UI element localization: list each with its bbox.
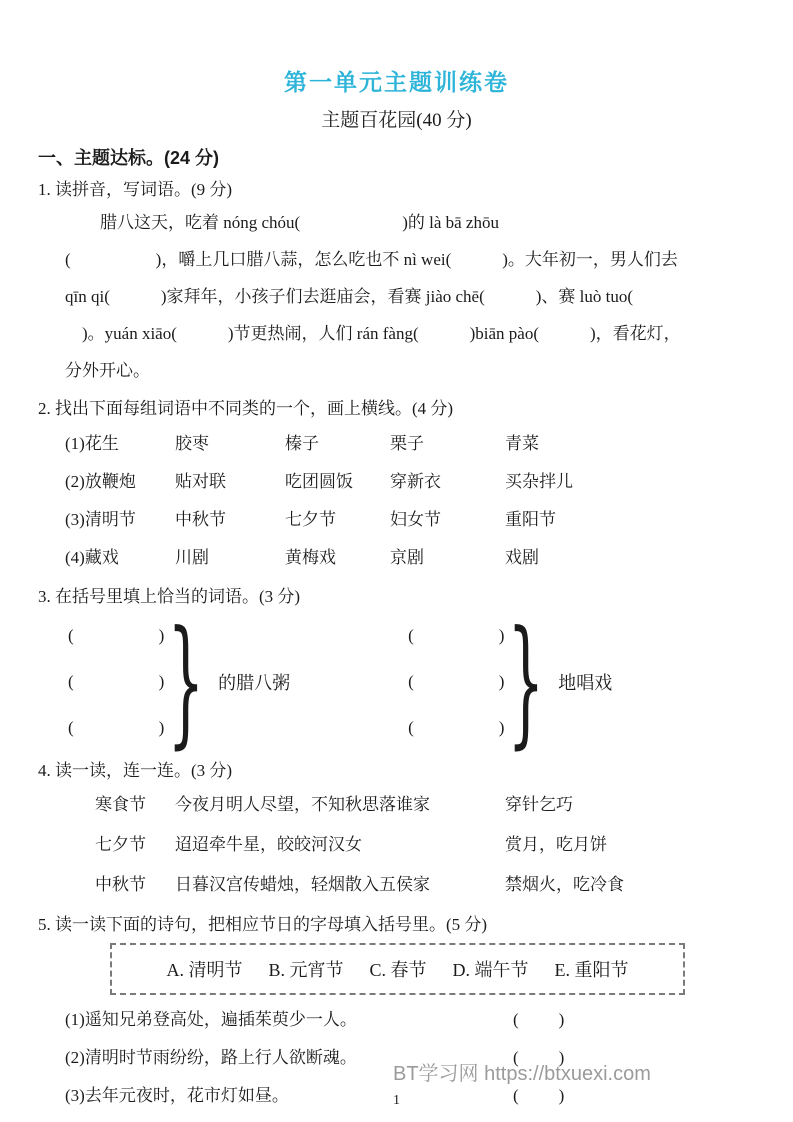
page-subtitle: 主题百花园(40 分) xyxy=(321,110,472,131)
passage-line: 腊八这天，吃着 nóng chóu( )的 là bā zhōu xyxy=(100,213,499,232)
matching-row xyxy=(95,825,755,865)
matching-row xyxy=(95,785,755,825)
matching-row xyxy=(95,865,755,905)
word-row xyxy=(65,539,755,577)
festival-name: 七夕节 xyxy=(95,835,146,854)
option-item: E. 重阳节 xyxy=(554,960,629,980)
question-3-heading: 3. 在括号里填上恰当的词语。(3 分) xyxy=(38,587,301,606)
word-cell: 吃团圆饭 xyxy=(285,472,353,491)
fill-blank: ( ) xyxy=(68,672,165,691)
fill-blank: ( ) xyxy=(408,626,505,645)
word-cell: 胶枣 xyxy=(175,434,209,453)
passage-line: qīn qi( )家拜年，小孩子们去逛庙会，看赛 jiào chē( )、赛 luò tuo( xyxy=(65,287,634,306)
word-row xyxy=(65,501,755,539)
question-2-heading: 2. 找出下面每组词语中不同类的一个，画上横线。(4 分) xyxy=(38,399,454,418)
fill-blank: ( ) xyxy=(408,718,505,737)
poem-item-text: (3)去年元夜时，花市灯如昼。 xyxy=(65,1086,289,1105)
custom-text: 穿针乞巧 xyxy=(505,795,573,814)
fill-blank: ( ) xyxy=(68,626,165,645)
passage-line: 分外开心。 xyxy=(65,361,150,380)
word-cell: 买杂拌儿 xyxy=(505,472,573,491)
option-item: D. 端午节 xyxy=(452,960,529,980)
word-cell: 青菜 xyxy=(505,434,539,453)
option-item: C. 春节 xyxy=(369,960,427,980)
word-cell: 戏剧 xyxy=(505,548,539,567)
word-cell: 贴对联 xyxy=(175,472,226,491)
bracket-group-label: 地唱戏 xyxy=(558,673,613,693)
word-cell: 妇女节 xyxy=(390,510,441,529)
bracket-group-label: 的腊八粥 xyxy=(218,673,291,693)
bracket-group-left xyxy=(68,601,291,762)
word-cell: 榛子 xyxy=(285,434,319,453)
word-row xyxy=(65,463,755,501)
blank-column xyxy=(68,613,164,751)
question-3 xyxy=(38,585,755,762)
word-cell: 七夕节 xyxy=(285,510,336,529)
passage-line: )。yuán xiāo( )节更热闹，人们 rán fàng( )biān pào( )，看花灯， xyxy=(65,324,681,343)
word-cell: (2)放鞭炮 xyxy=(65,472,136,491)
word-cell: 穿新衣 xyxy=(390,472,441,491)
word-cell: 中秋节 xyxy=(175,510,226,529)
passage-line: ( )，嚼上几口腊八蒜，怎么吃也不 nì wei( )。大年初一，男人们去 xyxy=(65,250,678,269)
question-4-heading: 4. 读一读，连一连。(3 分) xyxy=(38,761,233,780)
word-cell: 重阳节 xyxy=(505,510,556,529)
pinyin-passage xyxy=(38,204,755,389)
curly-brace: } xyxy=(167,601,205,762)
custom-text: 赏月，吃月饼 xyxy=(505,835,607,854)
word-cell: (1)花生 xyxy=(65,434,119,453)
answer-blank: ( ) xyxy=(513,1086,567,1105)
poem-item xyxy=(65,1001,755,1039)
fill-blank: ( ) xyxy=(408,672,505,691)
poem-item-text: (1)遥知兄弟登高处，遍插茱萸少一人。 xyxy=(65,1010,357,1029)
question-1 xyxy=(38,178,755,389)
festival-name: 中秋节 xyxy=(95,875,146,894)
bracket-fill-groups xyxy=(68,601,755,762)
poem-item-text: (2)清明时节雨纷纷，路上行人欲断魂。 xyxy=(65,1048,357,1067)
word-cell: (4)藏戏 xyxy=(65,548,119,567)
answer-blank: ( ) xyxy=(513,1048,567,1067)
matching-rows xyxy=(38,785,755,905)
poem-line: 日暮汉宫传蜡烛，轻烟散入五侯家 xyxy=(175,875,430,894)
poem-line: 今夜月明人尽望，不知秋思落谁家 xyxy=(175,795,430,814)
page-number: 1 xyxy=(393,1093,400,1108)
word-cell: 黄梅戏 xyxy=(285,548,336,567)
custom-text: 禁烟火，吃冷食 xyxy=(505,875,624,894)
word-cell: 栗子 xyxy=(390,434,424,453)
word-cell: 川剧 xyxy=(175,548,209,567)
answer-blank: ( ) xyxy=(513,1010,567,1029)
question-4 xyxy=(38,759,755,905)
question-2 xyxy=(38,397,755,577)
option-item: B. 元宵节 xyxy=(268,960,344,980)
option-item: A. 清明节 xyxy=(166,960,243,980)
fill-blank: ( ) xyxy=(68,718,165,737)
page-title: 第一单元主题训练卷 xyxy=(284,69,509,95)
festival-name: 寒食节 xyxy=(95,795,146,814)
watermark: BT学习网 https://btxuexi.com xyxy=(393,1063,651,1085)
curly-brace: } xyxy=(507,601,545,762)
word-cell: (3)清明节 xyxy=(65,510,136,529)
poem-line: 迢迢牵牛星，皎皎河汉女 xyxy=(175,835,362,854)
festival-options-box xyxy=(110,943,685,995)
bracket-group-right xyxy=(408,601,613,762)
word-groups xyxy=(38,425,755,577)
word-row xyxy=(65,425,755,463)
blank-column xyxy=(408,613,504,751)
word-cell: 京剧 xyxy=(390,548,424,567)
question-1-heading: 1. 读拼音，写词语。(9 分) xyxy=(38,180,233,199)
section-heading: 一、主题达标。(24 分) xyxy=(38,148,220,168)
question-5-heading: 5. 读一读下面的诗句，把相应节日的字母填入括号里。(5 分) xyxy=(38,915,488,934)
